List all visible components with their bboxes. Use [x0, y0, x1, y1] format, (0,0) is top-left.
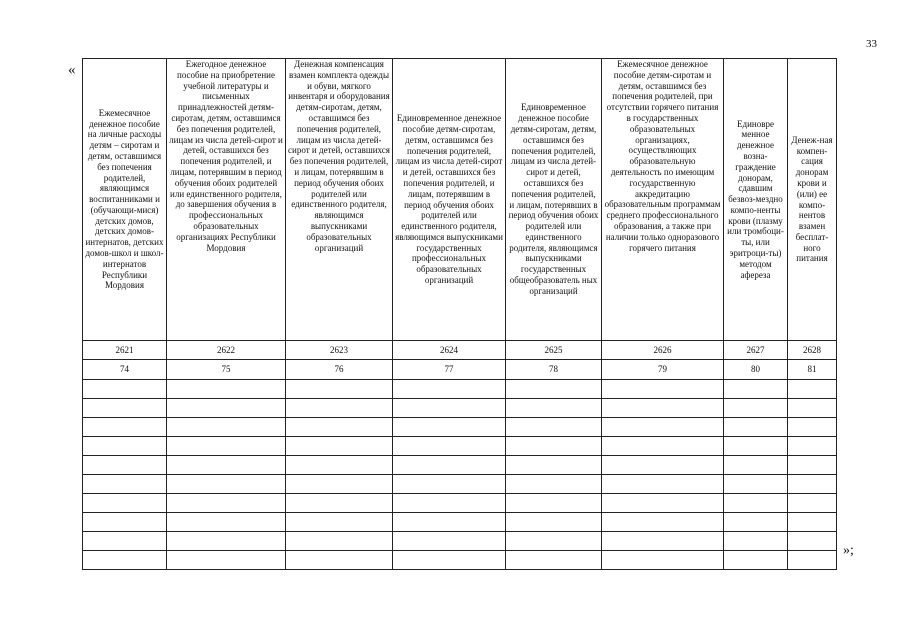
empty-table-cell: [788, 437, 837, 456]
empty-table-cell: [286, 399, 393, 418]
empty-table-cell: [286, 494, 393, 513]
empty-table-cell: [602, 456, 724, 475]
empty-table-cell: [393, 494, 506, 513]
empty-table-cell: [602, 380, 724, 399]
empty-table-cell: [393, 513, 506, 532]
empty-table-row: [83, 475, 837, 494]
closing-quote-mark: »;: [843, 543, 854, 558]
empty-table-row: [83, 418, 837, 437]
empty-table-cell: [83, 437, 167, 456]
empty-table-cell: [788, 494, 837, 513]
empty-table-cell: [506, 475, 602, 494]
empty-table-cell: [788, 380, 837, 399]
empty-table-cell: [286, 456, 393, 475]
code-cell: 2622: [167, 341, 286, 360]
column-number-row: [83, 360, 837, 380]
empty-table-cell: [83, 494, 167, 513]
empty-table-cell: [167, 437, 286, 456]
header-cell-3: Денежная компенсация взамен комплекта одежды и обуви, мягкого инвентаря и оборудования детям-сиротам, детям, оставшимся без попечения родителей, лицам из числа детей-сирот и детей, оставшихся без попечения родителей, и лицам, потерявшим в период обучения обоих родителей или единственного родителя, являющимся выпускниками образовательных организаций: [286, 59, 393, 341]
page-number: 33: [866, 38, 877, 50]
empty-table-cell: [286, 513, 393, 532]
empty-table-row: [83, 456, 837, 475]
empty-table-cell: [724, 380, 788, 399]
empty-table-cell: [506, 551, 602, 570]
empty-table-cell: [167, 494, 286, 513]
empty-table-cell: [506, 456, 602, 475]
empty-table-cell: [506, 418, 602, 437]
empty-table-cell: [506, 437, 602, 456]
empty-table-cell: [724, 418, 788, 437]
empty-table-cell: [286, 475, 393, 494]
empty-table-cell: [167, 456, 286, 475]
code-cell: 2623: [286, 341, 393, 360]
empty-table-cell: [286, 532, 393, 551]
column-number-cell: 76: [286, 360, 393, 380]
code-cell: 2624: [393, 341, 506, 360]
empty-table-cell: [167, 418, 286, 437]
empty-rows: [83, 380, 837, 570]
code-cell: 2626: [602, 341, 724, 360]
header-cell-1: Ежемесячное денежное пособие на личные расходы детям – сиротам и детям, оставшимся без попечения родителей, являющимся воспитанниками и (обучающи-мися) детских домов, детских домов-интернатов, детских домов-школ и школ-интернатов Республики Мордовия: [83, 59, 167, 341]
empty-table-cell: [167, 532, 286, 551]
empty-table-cell: [83, 418, 167, 437]
empty-table-cell: [788, 532, 837, 551]
empty-table-row: [83, 437, 837, 456]
empty-table-cell: [506, 532, 602, 551]
empty-table-cell: [393, 551, 506, 570]
empty-table-cell: [724, 532, 788, 551]
empty-table-cell: [393, 418, 506, 437]
column-number-cell: 74: [83, 360, 167, 380]
empty-table-cell: [393, 456, 506, 475]
empty-table-row: [83, 380, 837, 399]
empty-table-cell: [788, 475, 837, 494]
code-cell: 2621: [83, 341, 167, 360]
empty-table-cell: [602, 399, 724, 418]
empty-table-cell: [393, 380, 506, 399]
empty-table-cell: [724, 494, 788, 513]
code-cell: 2627: [724, 341, 788, 360]
empty-table-cell: [724, 475, 788, 494]
empty-table-cell: [724, 399, 788, 418]
empty-table-cell: [506, 513, 602, 532]
header-cell-8: Денеж-ная компен-сация донорам крови и (или) ее компо-нентов взамен бесплат-ного питания: [788, 59, 837, 341]
empty-table-cell: [602, 494, 724, 513]
empty-table-cell: [167, 380, 286, 399]
empty-table-cell: [286, 437, 393, 456]
empty-table-cell: [83, 399, 167, 418]
empty-table-cell: [83, 475, 167, 494]
empty-table-cell: [724, 513, 788, 532]
empty-table-row: [83, 532, 837, 551]
payments-table: [82, 58, 837, 570]
empty-table-cell: [83, 513, 167, 532]
column-number-cell: 75: [167, 360, 286, 380]
empty-table-cell: [83, 532, 167, 551]
empty-table-cell: [286, 418, 393, 437]
code-cell: 2625: [506, 341, 602, 360]
column-number-cell: 80: [724, 360, 788, 380]
column-number-cell: 78: [506, 360, 602, 380]
column-number-cell: 81: [788, 360, 837, 380]
empty-table-cell: [724, 437, 788, 456]
empty-table-cell: [724, 551, 788, 570]
empty-table-cell: [286, 551, 393, 570]
empty-table-cell: [506, 494, 602, 513]
code-row: [83, 341, 837, 360]
header-cell-2: Ежегодное денежное пособие на приобретение учебной литературы и письменных принадлежностей детям-сиротам, детям, оставшимся без попечения родителей, лицам из числа детей-сирот и детей, оставшихся без попечения родителей, и лицам, потерявшим в период обучения обоих родителей или единственного родителя, до завершения обучения в профессиональных образовательных организациях Республики Мордовия: [167, 59, 286, 341]
empty-table-cell: [724, 456, 788, 475]
opening-quote-mark: «: [68, 62, 76, 78]
empty-table-cell: [788, 551, 837, 570]
column-number-cell: 79: [602, 360, 724, 380]
empty-table-row: [83, 494, 837, 513]
empty-table-cell: [602, 418, 724, 437]
empty-table-cell: [83, 380, 167, 399]
empty-table-row: [83, 551, 837, 570]
empty-table-cell: [602, 532, 724, 551]
empty-table-cell: [393, 475, 506, 494]
empty-table-cell: [393, 399, 506, 418]
empty-table-cell: [788, 399, 837, 418]
empty-table-row: [83, 513, 837, 532]
empty-table-cell: [167, 513, 286, 532]
empty-table-cell: [167, 399, 286, 418]
empty-table-cell: [506, 399, 602, 418]
empty-table-cell: [788, 513, 837, 532]
empty-table-cell: [167, 475, 286, 494]
empty-table-cell: [83, 551, 167, 570]
code-cell: 2628: [788, 341, 837, 360]
empty-table-cell: [602, 513, 724, 532]
header-cell-7: Единовре менное денежное возна-граждение донорам, сдавшим безвоз-мездно компо-ненты крови (плазму или тромбоци-ты, или эритроци-ты) методом афереза: [724, 59, 788, 341]
column-number-cell: 77: [393, 360, 506, 380]
empty-table-cell: [788, 456, 837, 475]
header-cell-5: Единовременное денежное пособие детям-сиротам, детям, оставшимся без попечения родителей, лицам из числа детей-сирот и детей, оставшихся без попечения родителей, и лицам, потерявших в период обучения обоих родителей или единственного родителя, являющимся выпускниками государственных общеобразователь ных организаций: [506, 59, 602, 341]
empty-table-cell: [602, 551, 724, 570]
empty-table-cell: [602, 437, 724, 456]
empty-table-cell: [788, 418, 837, 437]
empty-table-cell: [286, 380, 393, 399]
empty-table-row: [83, 399, 837, 418]
table-header-row: [83, 59, 837, 341]
empty-table-cell: [393, 437, 506, 456]
empty-table-cell: [602, 475, 724, 494]
header-cell-6: Ежемесячное денежное пособие детям-сиротам и детям, оставшимся без попечения родителей, при отсутствии горячего питания в государственных образовательных организациях, осуществляющих образовательную деятельность по имеющим государственную аккредитацию образовательным программам среднего профессионального образования, а также при наличии только одноразового горячего питания: [602, 59, 724, 341]
empty-table-cell: [167, 551, 286, 570]
empty-table-cell: [83, 456, 167, 475]
empty-table-cell: [393, 532, 506, 551]
empty-table-cell: [506, 380, 602, 399]
header-cell-4: Единовременное денежное пособие детям-сиротам, детям, оставшимся без попечения родителей, лицам из числа детей-сирот и детей, оставшихся без попечения родителей, и лицам, потерявшим в период обучения обоих родителей или единственного родителя, являющимся выпускниками государственных профессиональных образовательных организаций: [393, 59, 506, 341]
